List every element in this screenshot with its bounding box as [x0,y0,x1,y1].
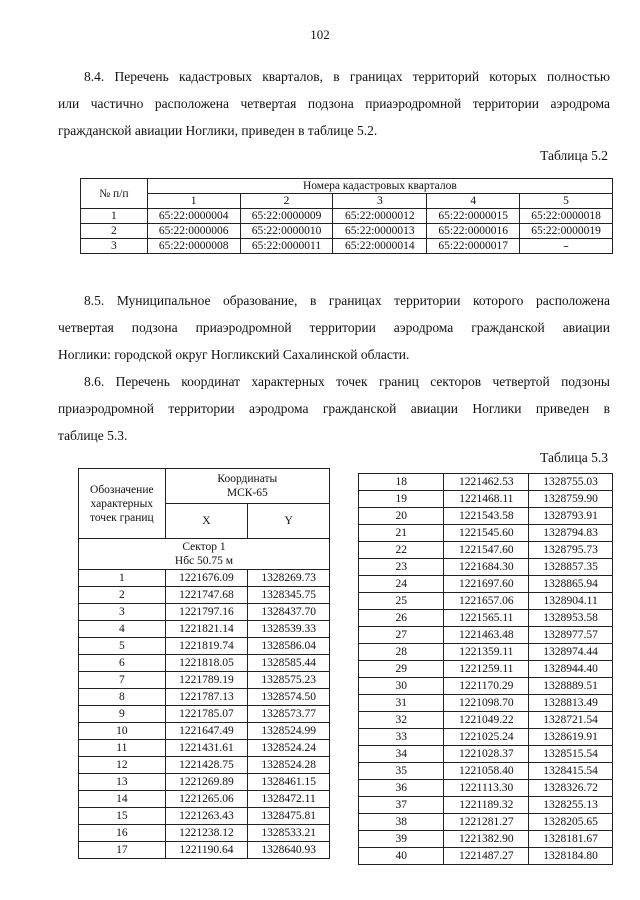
coordinate-y: 1328586.04 [248,638,330,655]
coordinate-y: 1328759.90 [529,491,613,508]
point-number: 26 [359,610,444,627]
point-number: 40 [359,848,444,865]
coordinate-y: 1328585.44 [248,655,330,672]
point-number: 21 [359,525,444,542]
coordinate-y: 1328795.73 [529,542,613,559]
cadastral-quarter-cell: 65:22:0000012 [333,209,427,224]
point-number: 7 [79,672,166,689]
coordinate-x: 1221797.16 [165,604,248,621]
table-row [79,621,330,638]
point-number: 36 [359,780,444,797]
point-number: 5 [79,638,166,655]
coordinate-y: 1328205.65 [529,814,613,831]
coordinate-x: 1221463.48 [444,627,529,644]
table-row [359,746,613,763]
coordinate-y: 1328813.49 [529,695,613,712]
point-number: 22 [359,542,444,559]
quarter-column-number: 4 [427,194,520,209]
coordinate-y: 1328461.15 [248,774,330,791]
table-row [359,763,613,780]
table-5-2 [80,178,613,254]
point-number: 24 [359,576,444,593]
table-row [79,587,330,604]
paragraph-line: приаэродромной территории аэродрома гражданской авиации Ноглики приведен в [58,401,610,416]
header-num: № п/п [81,179,148,209]
cadastral-quarter-cell: 65:22:0000016 [427,224,520,239]
point-number: 15 [79,808,166,825]
point-number: 17 [79,842,166,859]
coordinate-x: 1221189.32 [444,797,529,814]
table-row [79,604,330,621]
row-number: 2 [81,224,148,239]
table-row [359,627,613,644]
coordinate-x: 1221359.11 [444,644,529,661]
coordinate-y: 1328575.23 [248,672,330,689]
coordinate-y: 1328539.33 [248,621,330,638]
coordinate-y: 1328793.91 [529,508,613,525]
coordinate-x: 1221170.29 [444,678,529,695]
coordinate-x: 1221697.60 [444,576,529,593]
coordinate-x: 1221785.07 [165,706,248,723]
table-row [81,224,613,239]
coordinate-x: 1221787.13 [165,689,248,706]
cadastral-quarter-cell: 65:22:0000011 [240,239,333,254]
point-number: 25 [359,593,444,610]
point-number: 12 [79,757,166,774]
quarter-column-number: 3 [333,194,427,209]
point-number: 32 [359,712,444,729]
coordinate-x: 1221190.64 [165,842,248,859]
coordinate-y: 1328977.57 [529,627,613,644]
coordinate-y: 1328944.40 [529,661,613,678]
sector-title: Сектор 1 [182,541,226,553]
coordinate-x: 1221281.27 [444,814,529,831]
paragraph-line: гражданской авиации Ноглики, приведен в таблице 5.2. [58,123,378,138]
coordinate-x: 1221545.60 [444,525,529,542]
coordinate-y: 1328953.58 [529,610,613,627]
table-row [79,655,330,672]
coordinate-y: 1328181.67 [529,831,613,848]
coordinate-x: 1221431.61 [165,740,248,757]
cadastral-quarter-cell: 65:22:0000018 [520,209,613,224]
cadastral-quarter-cell: 65:22:0000006 [147,224,240,239]
coordinate-x: 1221098.70 [444,695,529,712]
quarter-column-number: 2 [240,194,333,209]
table-row [79,672,330,689]
point-number: 14 [79,791,166,808]
paragraph-8-6 [58,368,610,449]
cadastral-quarter-cell: 65:22:0000019 [520,224,613,239]
sector-header [79,539,330,570]
coordinate-y: 1328326.72 [529,780,613,797]
point-number: 4 [79,621,166,638]
row-number: 3 [81,239,148,254]
table-5-3-right [358,473,613,865]
paragraph-8-5 [58,287,610,368]
coordinate-y: 1328755.03 [529,474,613,491]
table-row [79,757,330,774]
table-row [79,740,330,757]
point-number: 30 [359,678,444,695]
coordinate-x: 1221647.49 [165,723,248,740]
paragraph-line: 8.5. Муниципальное образование, в границах территории которого расположена [84,293,610,308]
coordinate-y: 1328524.28 [248,757,330,774]
point-number: 8 [79,689,166,706]
table-row [359,542,613,559]
point-number: 11 [79,740,166,757]
coordinate-y: 1328515.54 [529,746,613,763]
point-number: 37 [359,797,444,814]
table-row [359,848,613,865]
cadastral-quarter-cell: 65:22:0000015 [427,209,520,224]
coordinate-y: 1328619.91 [529,729,613,746]
point-number: 28 [359,644,444,661]
coordinate-x: 1221028.37 [444,746,529,763]
coordinate-x: 1221462.53 [444,474,529,491]
coordinate-y: 1328184.80 [529,848,613,865]
quarter-column-number: 1 [147,194,240,209]
coordinate-x: 1221657.06 [444,593,529,610]
point-number: 16 [79,825,166,842]
coordinate-y: 1328974.44 [529,644,613,661]
coordinate-y: 1328640.93 [248,842,330,859]
row-number: 1 [81,209,148,224]
paragraph-line: таблице 5.3. [58,428,128,443]
coordinate-y: 1328345.75 [248,587,330,604]
point-number: 23 [359,559,444,576]
coordinate-x: 1221238.12 [165,825,248,842]
coordinate-y: 1328794.83 [529,525,613,542]
point-number: 33 [359,729,444,746]
table-row [359,508,613,525]
point-number: 2 [79,587,166,604]
point-number: 3 [79,604,166,621]
coordinate-x: 1221747.68 [165,587,248,604]
coordinate-x: 1221382.90 [444,831,529,848]
coordinate-x: 1221025.24 [444,729,529,746]
table-row [359,678,613,695]
table-row [359,695,613,712]
point-number: 13 [79,774,166,791]
coordinate-x: 1221259.11 [444,661,529,678]
table-row [359,474,613,491]
cadastral-quarter-cell: 65:22:0000004 [147,209,240,224]
point-number: 20 [359,508,444,525]
paragraph-line: или частично расположена четвертая подзона приаэродромной территории аэродрома [58,96,610,111]
table-row [359,661,613,678]
coordinate-x: 1221468.11 [444,491,529,508]
table-row [79,689,330,706]
table-row [79,825,330,842]
table-row [359,780,613,797]
cadastral-quarter-cell: 65:22:0000013 [333,224,427,239]
table-5-3-caption: Таблица 5.3 [540,450,608,465]
point-number: 6 [79,655,166,672]
paragraph-line: 8.4. Перечень кадастровых кварталов, в границах территорий которых полностью [84,69,610,84]
table-5-3-left [78,468,330,859]
coordinate-y: 1328475.81 [248,808,330,825]
coordinate-x: 1221487.27 [444,848,529,865]
table-row [81,239,613,254]
table-row [359,610,613,627]
coordinate-y: 1328524.99 [248,723,330,740]
coordinate-y: 1328889.51 [529,678,613,695]
coordinate-x: 1221565.11 [444,610,529,627]
header-point: Обозначение характерных точек границ [79,469,166,539]
table-row [79,570,330,587]
table-row [359,576,613,593]
point-number: 38 [359,814,444,831]
table-row [359,729,613,746]
table-row [359,831,613,848]
coordinate-y: 1328865.94 [529,576,613,593]
table-row [359,644,613,661]
point-number: 10 [79,723,166,740]
coordinate-y: 1328533.21 [248,825,330,842]
coordinate-x: 1221789.19 [165,672,248,689]
coordinate-y: 1328904.11 [529,593,613,610]
point-number: 34 [359,746,444,763]
coordinate-x: 1221428.75 [165,757,248,774]
table-row [359,593,613,610]
coordinate-x: 1221269.89 [165,774,248,791]
coordinate-x: 1221058.40 [444,763,529,780]
coordinate-x: 1221263.43 [165,808,248,825]
coordinate-y: 1328573.77 [248,706,330,723]
point-number: 35 [359,763,444,780]
paragraph-8-4 [58,63,610,144]
coordinate-y: 1328857.35 [529,559,613,576]
table-row [79,774,330,791]
coordinate-x: 1221684.30 [444,559,529,576]
header-x: X [165,504,248,539]
coordinate-y: 1328574.50 [248,689,330,706]
header-coordinates: Координаты МСК-65 [165,469,329,504]
table-row [81,209,613,224]
coordinate-x: 1221819.74 [165,638,248,655]
table-row [359,797,613,814]
point-number: 9 [79,706,166,723]
header-quarters: Номера кадастровых кварталов [147,179,612,194]
point-number: 29 [359,661,444,678]
point-number: 18 [359,474,444,491]
table-row [79,842,330,859]
coordinate-y: 1328524.24 [248,740,330,757]
point-number: 1 [79,570,166,587]
coordinate-x: 1221049.22 [444,712,529,729]
table-5-2-caption: Таблица 5.2 [540,148,608,163]
paragraph-line: четвертая подзона приаэродромной территории аэродрома гражданской авиации [58,320,610,335]
page-number: 102 [310,27,330,42]
table-row [359,712,613,729]
coordinate-x: 1221547.60 [444,542,529,559]
cadastral-quarter-cell: 65:22:0000014 [333,239,427,254]
paragraph-line: 8.6. Перечень координат характерных точек границ секторов четвертой подзоны [84,374,610,389]
table-row [79,808,330,825]
table-row [79,791,330,808]
table-row [79,723,330,740]
point-number: 31 [359,695,444,712]
sector-height: Нбс 50.75 м [174,555,234,567]
cadastral-quarter-cell: 65:22:0000009 [240,209,333,224]
table-row [359,559,613,576]
quarter-column-number: 5 [520,194,613,209]
cadastral-quarter-cell: 65:22:0000010 [240,224,333,239]
cadastral-quarter-cell: – [520,239,613,254]
table-row [359,525,613,542]
table-row [359,491,613,508]
coordinate-x: 1221543.58 [444,508,529,525]
coordinate-y: 1328255.13 [529,797,613,814]
coordinate-x: 1221818.05 [165,655,248,672]
point-number: 27 [359,627,444,644]
table-row [79,638,330,655]
point-number: 19 [359,491,444,508]
point-number: 39 [359,831,444,848]
table-row [79,706,330,723]
cadastral-quarter-cell: 65:22:0000008 [147,239,240,254]
coordinate-y: 1328269.73 [248,570,330,587]
coordinate-y: 1328721.54 [529,712,613,729]
coordinate-y: 1328472.11 [248,791,330,808]
coordinate-x: 1221113.30 [444,780,529,797]
coordinate-y: 1328415.54 [529,763,613,780]
paragraph-line: Ноглики: городской округ Ногликский Сахалинской области. [58,347,410,362]
coordinate-y: 1328437.70 [248,604,330,621]
header-y: Y [248,504,330,539]
coordinate-x: 1221821.14 [165,621,248,638]
table-row [359,814,613,831]
coordinate-x: 1221265.06 [165,791,248,808]
coordinate-x: 1221676.09 [165,570,248,587]
cadastral-quarter-cell: 65:22:0000017 [427,239,520,254]
